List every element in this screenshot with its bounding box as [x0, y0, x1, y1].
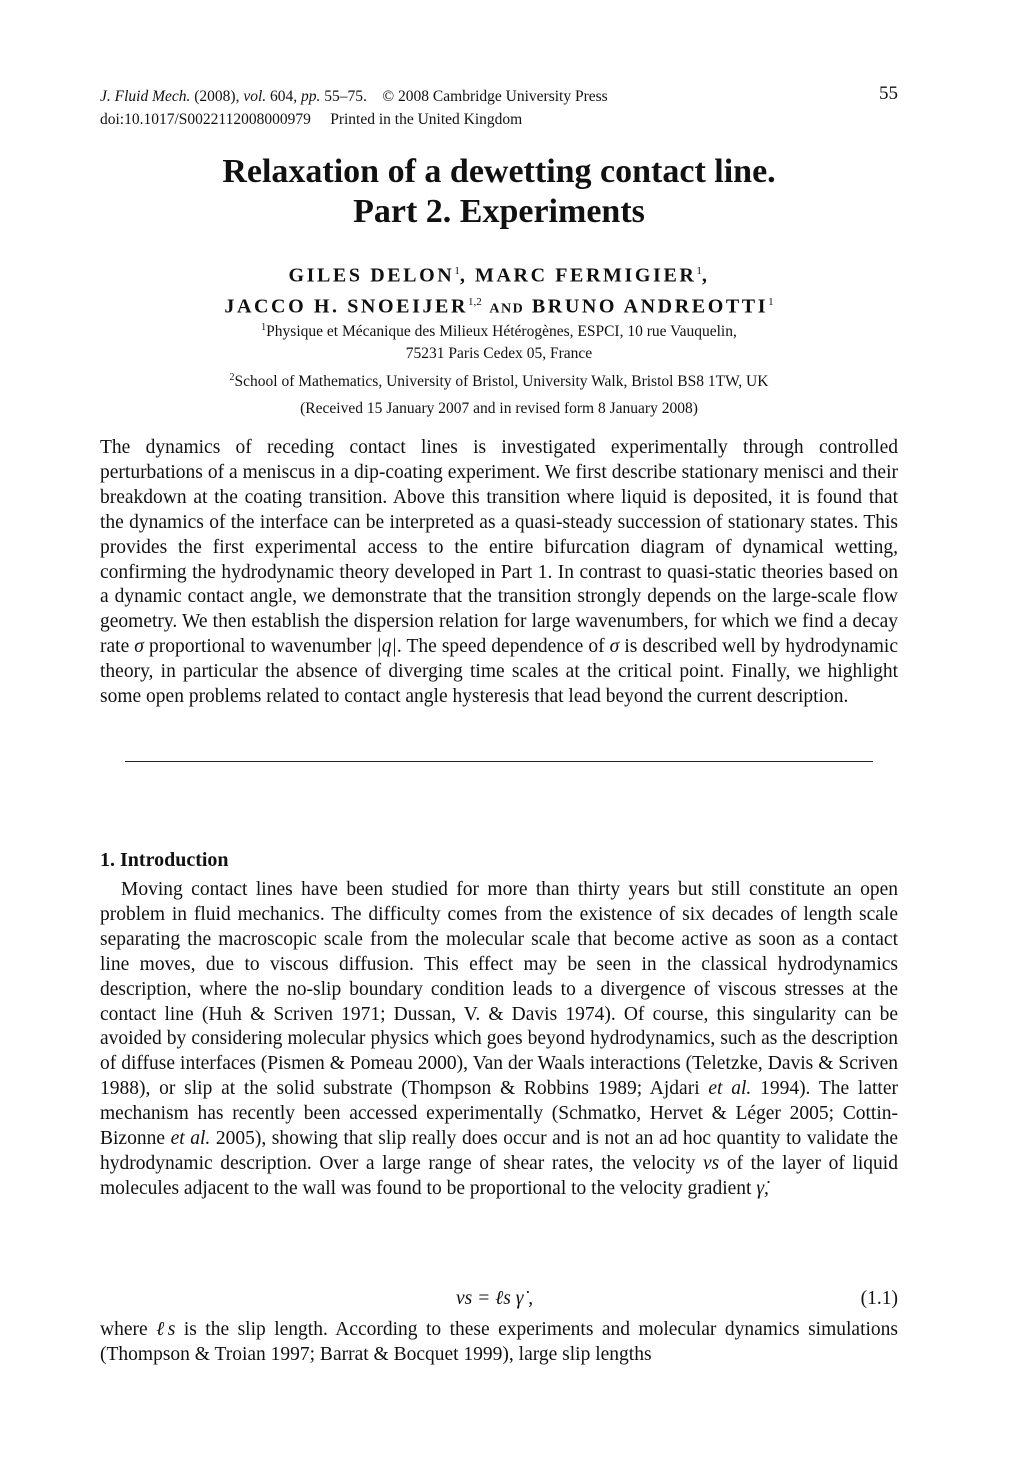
- volume-label: vol.: [243, 88, 267, 105]
- abstract-divider: [125, 761, 873, 762]
- symbol-wavenumber: |q|: [376, 636, 397, 658]
- paragraph: [100, 878, 898, 1202]
- abstract-text: proportional to wavenumber: [143, 636, 377, 658]
- symbol-slip-length: ℓs: [156, 1319, 176, 1340]
- et-al: et al.: [170, 1128, 211, 1150]
- body-text: where: [100, 1319, 157, 1340]
- copyright-notice: © 2008 Cambridge University Press: [382, 88, 608, 105]
- paper-title: [100, 152, 898, 232]
- section-heading: 1. Introduction: [100, 849, 229, 871]
- introduction-body-continued: [100, 1318, 898, 1368]
- body-text: Moving contact lines have been studied for more than thirty years but still constitute an open problem in fluid mechanics. The difficulty comes from the existence of six decades of length scale separating the macroscopic scale from the molecular scale that become active as soon as a contact line moves, due to viscous diffusion. This effect may be seen in the classical hydrodynamics description, where the no-slip boundary condition leads to a divergence of viscous stresses at the contact line (Huh & Scriven 1971; Dussan, V. & Davis 1974). Of course, this singularity can be avoided by considering molecular physics which goes beyond hydrodynamics, such as the description of diffuse interfaces (Pismen & Pomeau 2000), Van der Waals interactions (Teletzke, Davis & Scriven 1988), or slip at the solid substrate (Thompson & Robbins 1989; Ajdari: [100, 879, 898, 1100]
- authors-line-1: GILES DELON$^1$, MARC FERMIGIER$^1$,: [288, 264, 710, 287]
- abstract-text: The dynamics of receding contact lines is investigated experimentally through controlled perturbations of a meniscus in a dip-coating experiment. We first describe stationary menisci and their breakdown at the coating transition. Above this transition where liquid is deposited, it is found that the dynamics of the interface can be interpreted as a quasi-steady succession of stationary states. This provides the first experimental access to the entire bifurcation diagram of dynamical wetting, confirming the hydrodynamic theory developed in Part 1. In contrast to quasi-static theories based on a dynamic contact angle, we demonstrate that the transition strongly depends on the large-scale flow geometry. We then establish the dispersion relation for large wavenumbers, for which we find a decay rate: [100, 437, 898, 658]
- body-text: is the slip length. According to these experiments and molecular dynamics simulations (Thompson & Troian 1997; Barrat & Bocquet 1999), large slip lengths: [100, 1319, 898, 1365]
- abstract: [100, 436, 898, 710]
- author-affil-marker: 1,2: [468, 295, 482, 308]
- title-line-2: Part 2. Experiments: [353, 193, 645, 230]
- symbol-sigma: σ: [609, 636, 620, 658]
- author-affil-marker: 1: [454, 265, 460, 277]
- printed-in: Printed in the United Kingdom: [330, 111, 523, 128]
- journal-name: J. Fluid Mech.: [100, 88, 191, 105]
- author-affil-marker: 1: [696, 265, 702, 277]
- affil-marker: 2: [229, 372, 235, 384]
- equation-expression: vs = ℓs γ̇ ,: [456, 1288, 534, 1309]
- author-list: [100, 258, 898, 322]
- paragraph: [100, 1318, 898, 1368]
- author-name: GILES DELON: [288, 264, 455, 287]
- equation-1-1: [100, 1286, 898, 1311]
- affiliation-2: [100, 367, 898, 393]
- pages-label: pp.: [301, 88, 321, 105]
- affiliations: [100, 317, 898, 393]
- symbol-vs: vs: [702, 1152, 720, 1174]
- et-al: et al.: [708, 1078, 752, 1100]
- affiliation-1-line-2: 75231 Paris Cedex 05, France: [405, 345, 593, 363]
- abstract-paragraph: [100, 436, 898, 710]
- author-name: JACCO H. SNOEIJER: [224, 295, 469, 318]
- author-name: MARC FERMIGIER: [475, 264, 697, 287]
- doi: doi:10.1017/S0022112008000979: [100, 111, 311, 128]
- page-number: 55: [879, 83, 898, 104]
- abstract-text: . The speed dependence of: [396, 636, 610, 658]
- received-dates: (Received 15 January 2007 and in revised form 8 January 2008): [300, 400, 698, 417]
- affiliation-2-text: School of Mathematics, University of Bristol, University Walk, Bristol BS8 1TW, UK: [234, 373, 769, 391]
- introduction-body: [100, 878, 898, 1202]
- citation-line: [100, 85, 898, 108]
- abstract-text: is described well by hydrodynamic theory, in particular the absence of diverging time scales at the critical point. Finally, we highlight some open problems related to contact angle hysteresis that lead beyond the current description.: [100, 636, 898, 708]
- body-text: 2005), showing that slip really does occur and is not an ad hoc quantity to validate the hydrodynamic description. Over a large range of shear rates, the velocity: [100, 1128, 898, 1174]
- title-line-1: Relaxation of a dewetting contact line.: [222, 153, 776, 190]
- running-header: [100, 85, 898, 131]
- body-text: 1994). The latter mechanism has recently been accessed experimentally (Schmatko, Hervet & Léger 2005; Cottin-Bizonne: [100, 1078, 898, 1150]
- body-text: of the layer of liquid molecules adjacent to the wall was found to be proportional to the velocity gradient: [100, 1152, 898, 1199]
- volume-value: 604,: [270, 88, 298, 105]
- author-affil-marker: 1: [768, 295, 774, 308]
- journal-year: (2008),: [194, 88, 240, 105]
- affil-marker: 1: [261, 322, 267, 333]
- pages-value: 55–75.: [324, 88, 367, 105]
- symbol-sigma: σ: [134, 636, 144, 658]
- author-name: BRUNO ANDREOTTI: [531, 295, 769, 318]
- symbol-gamma-dot: γ̇,: [756, 1177, 769, 1199]
- and-connector: AND: [489, 301, 525, 317]
- equation-number: (1.1): [860, 1288, 898, 1309]
- affiliation-1: [100, 317, 898, 343]
- affiliation-1-line-1: Physique et Mécanique des Milieux Hétérogènes, ESPCI, 10 rue Vauquelin,: [266, 323, 737, 341]
- doi-line: [100, 108, 898, 131]
